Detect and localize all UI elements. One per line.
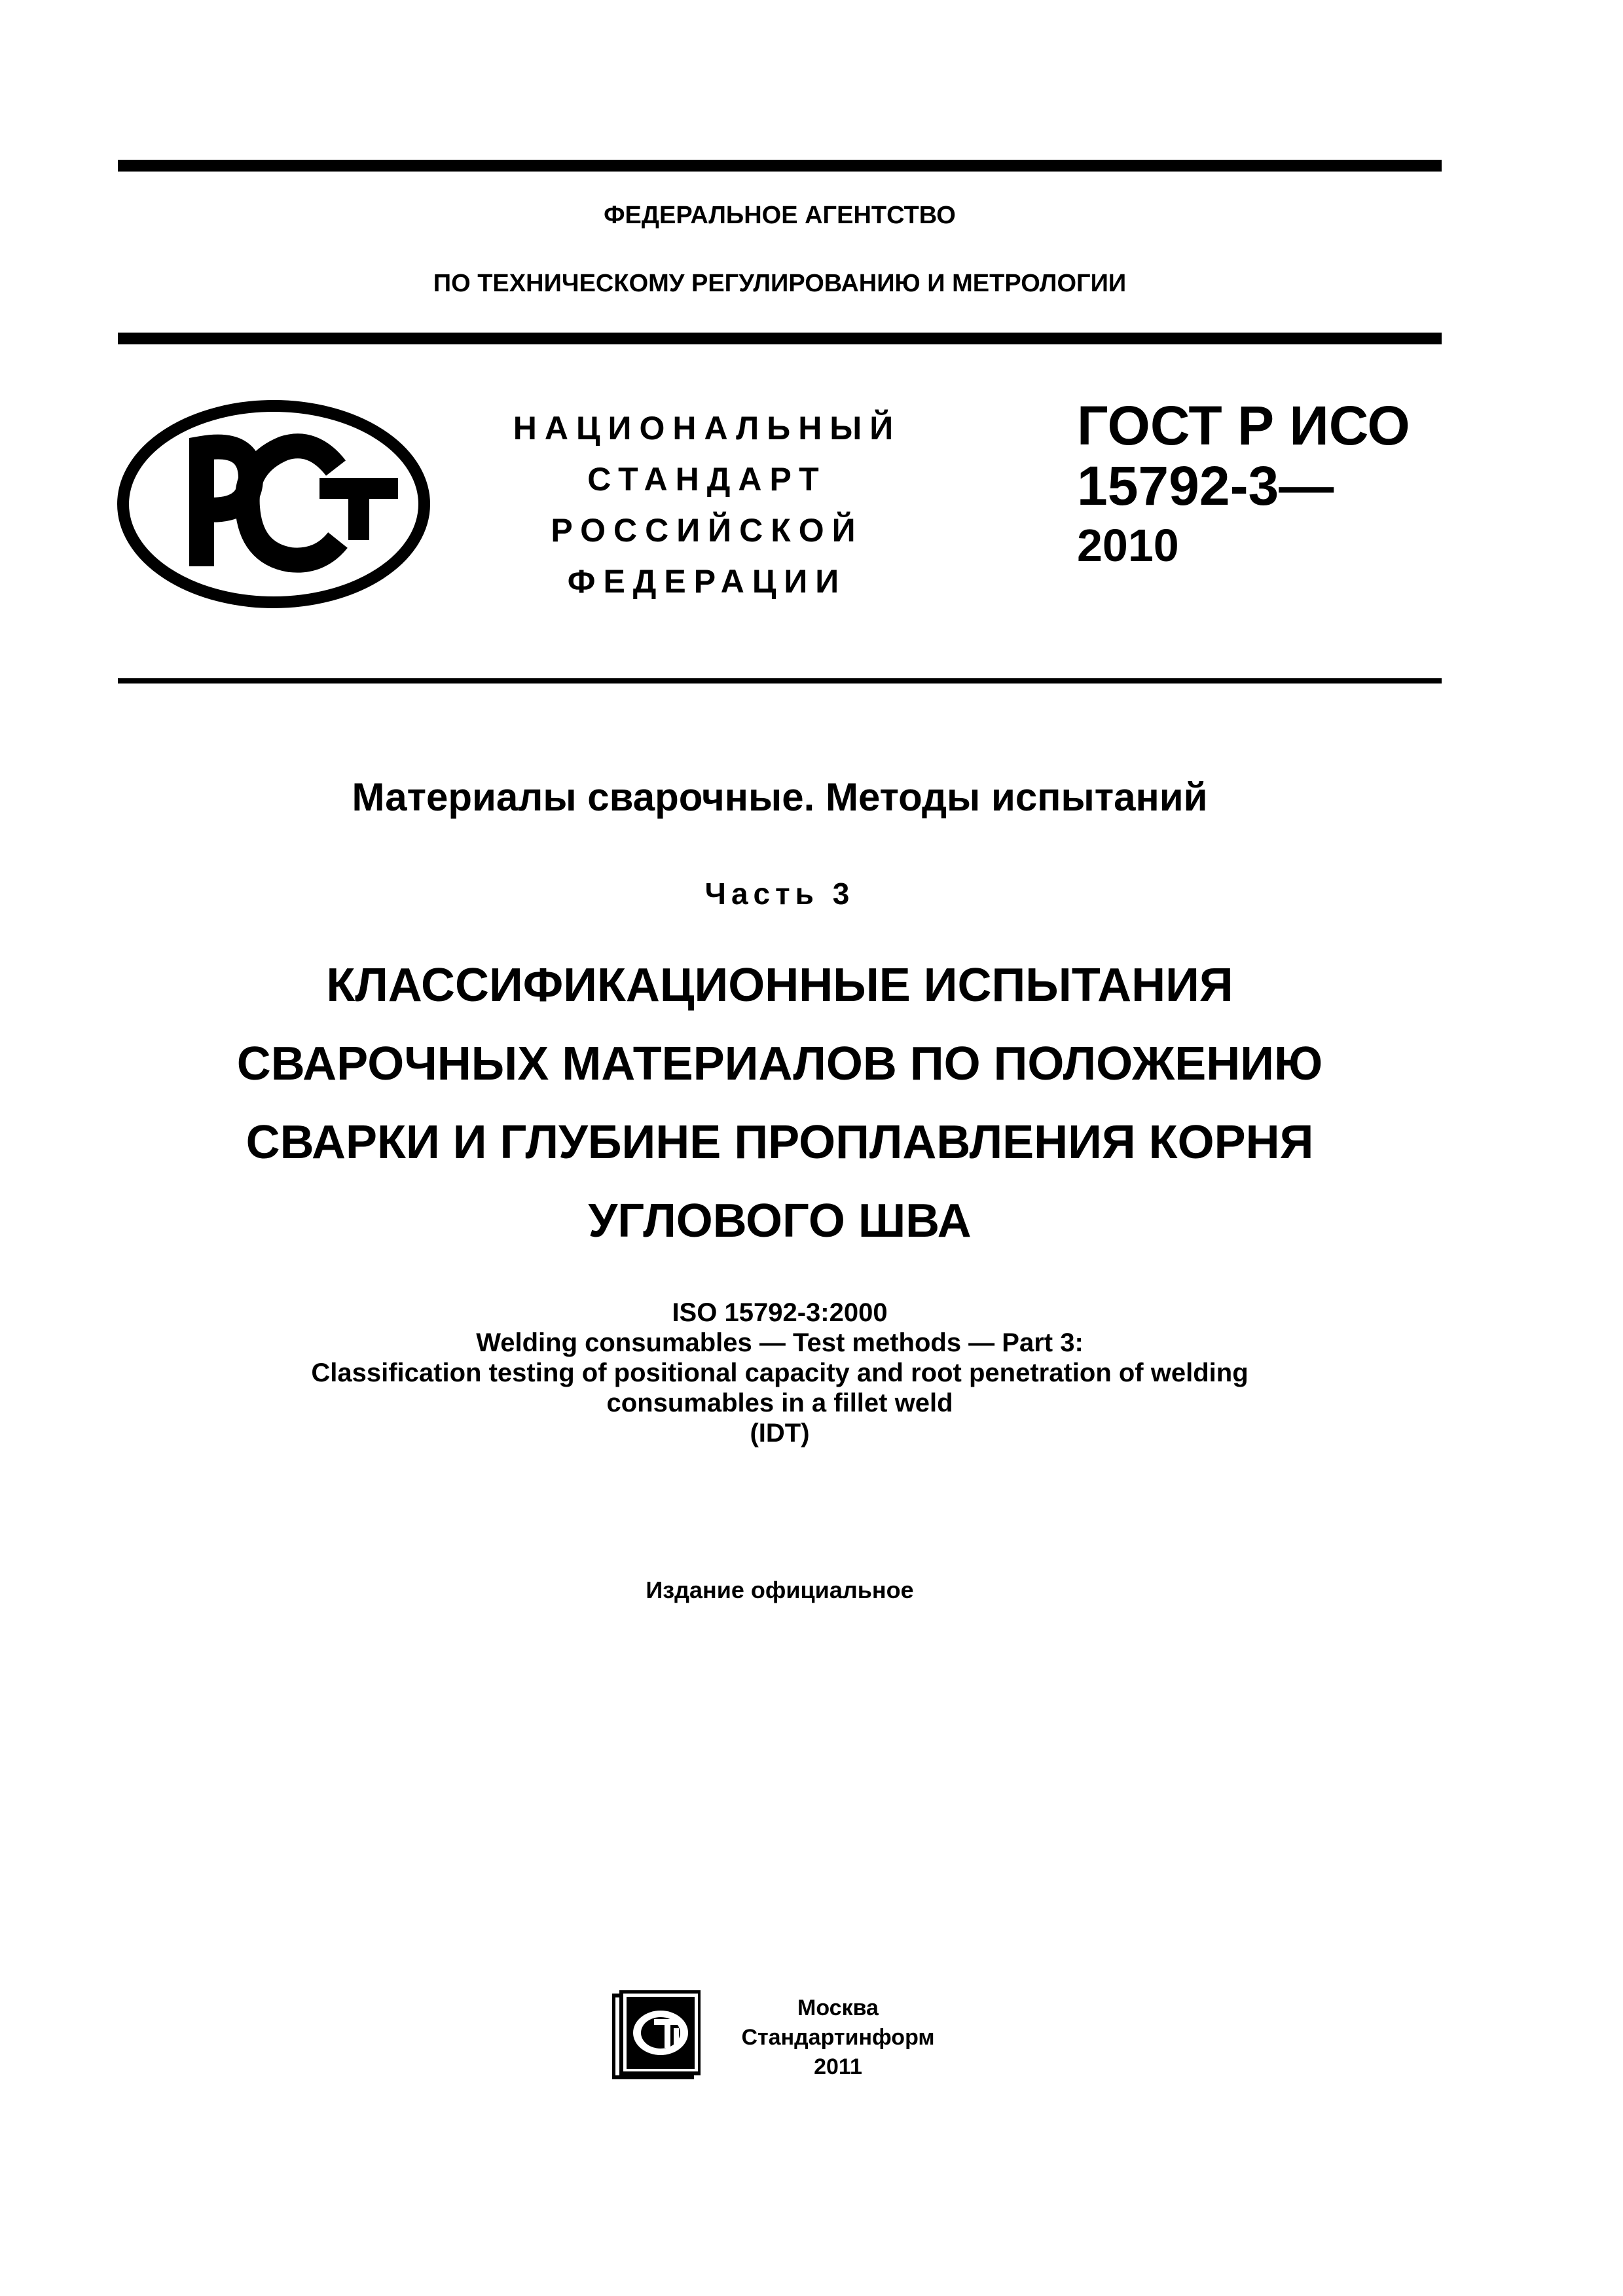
edition-note: Издание официальное	[646, 1576, 914, 1603]
main-title-line: СВАРОЧНЫХ МАТЕРИАЛОВ ПО ПОЛОЖЕНИЮ	[236, 1038, 1323, 1090]
publisher-city: Москва	[797, 1995, 879, 2020]
iso-title-line: Welding consumables — Test methods — Part 3:	[476, 1328, 1084, 1357]
part-number: Часть 3	[704, 877, 855, 911]
national-standard-line3: РОССИЙСКОЙ	[551, 512, 864, 549]
main-title-line: УГЛОВОГО ШВА	[588, 1195, 972, 1247]
header-divider-rule	[118, 333, 1442, 344]
main-title-line: СВАРКИ И ГЛУБИНЕ ПРОПЛАВЛЕНИЯ КОРНЯ	[246, 1116, 1314, 1169]
standartinform-logo	[612, 1990, 701, 2082]
designation-line2: 15792-3—	[1077, 455, 1334, 517]
designation-line1: ГОСТ Р ИСО	[1077, 395, 1410, 456]
agency-name-line2: ПО ТЕХНИЧЕСКОМУ РЕГУЛИРОВАНИЮ И МЕТРОЛОГИИ	[433, 270, 1127, 297]
national-standard-line1: НАЦИОНАЛЬНЫЙ	[513, 410, 902, 446]
subject-heading: Материалы сварочные. Методы испытаний	[352, 775, 1208, 819]
iso-title-line: Classification testing of positional capacity and root penetration of welding	[311, 1358, 1249, 1387]
designation-line3: 2010	[1077, 520, 1179, 571]
main-title	[118, 946, 1442, 1260]
iso-title-line: consumables in a fillet weld	[606, 1389, 953, 1417]
publication-year: 2011	[814, 2054, 862, 2079]
masthead-bottom-rule	[118, 678, 1442, 683]
top-rule	[118, 160, 1442, 172]
national-standard-line2: СТАНДАРТ	[587, 461, 827, 498]
iso-reference	[118, 1298, 1442, 1448]
publisher-block	[714, 1994, 962, 2082]
iso-equivalence: (IDT)	[750, 1419, 810, 1448]
publisher-name: Стандартинформ	[741, 2025, 935, 2050]
agency-name-line1: ФЕДЕРАЛЬНОЕ АГЕНТСТВО	[604, 202, 956, 229]
iso-number: ISO 15792-3:2000	[672, 1298, 888, 1327]
national-standard-line4: ФЕДЕРАЦИИ	[567, 563, 847, 600]
main-title-line: КЛАССИФИКАЦИОННЫЕ ИСПЫТАНИЯ	[326, 959, 1233, 1011]
rst-conformity-logo	[117, 399, 431, 609]
